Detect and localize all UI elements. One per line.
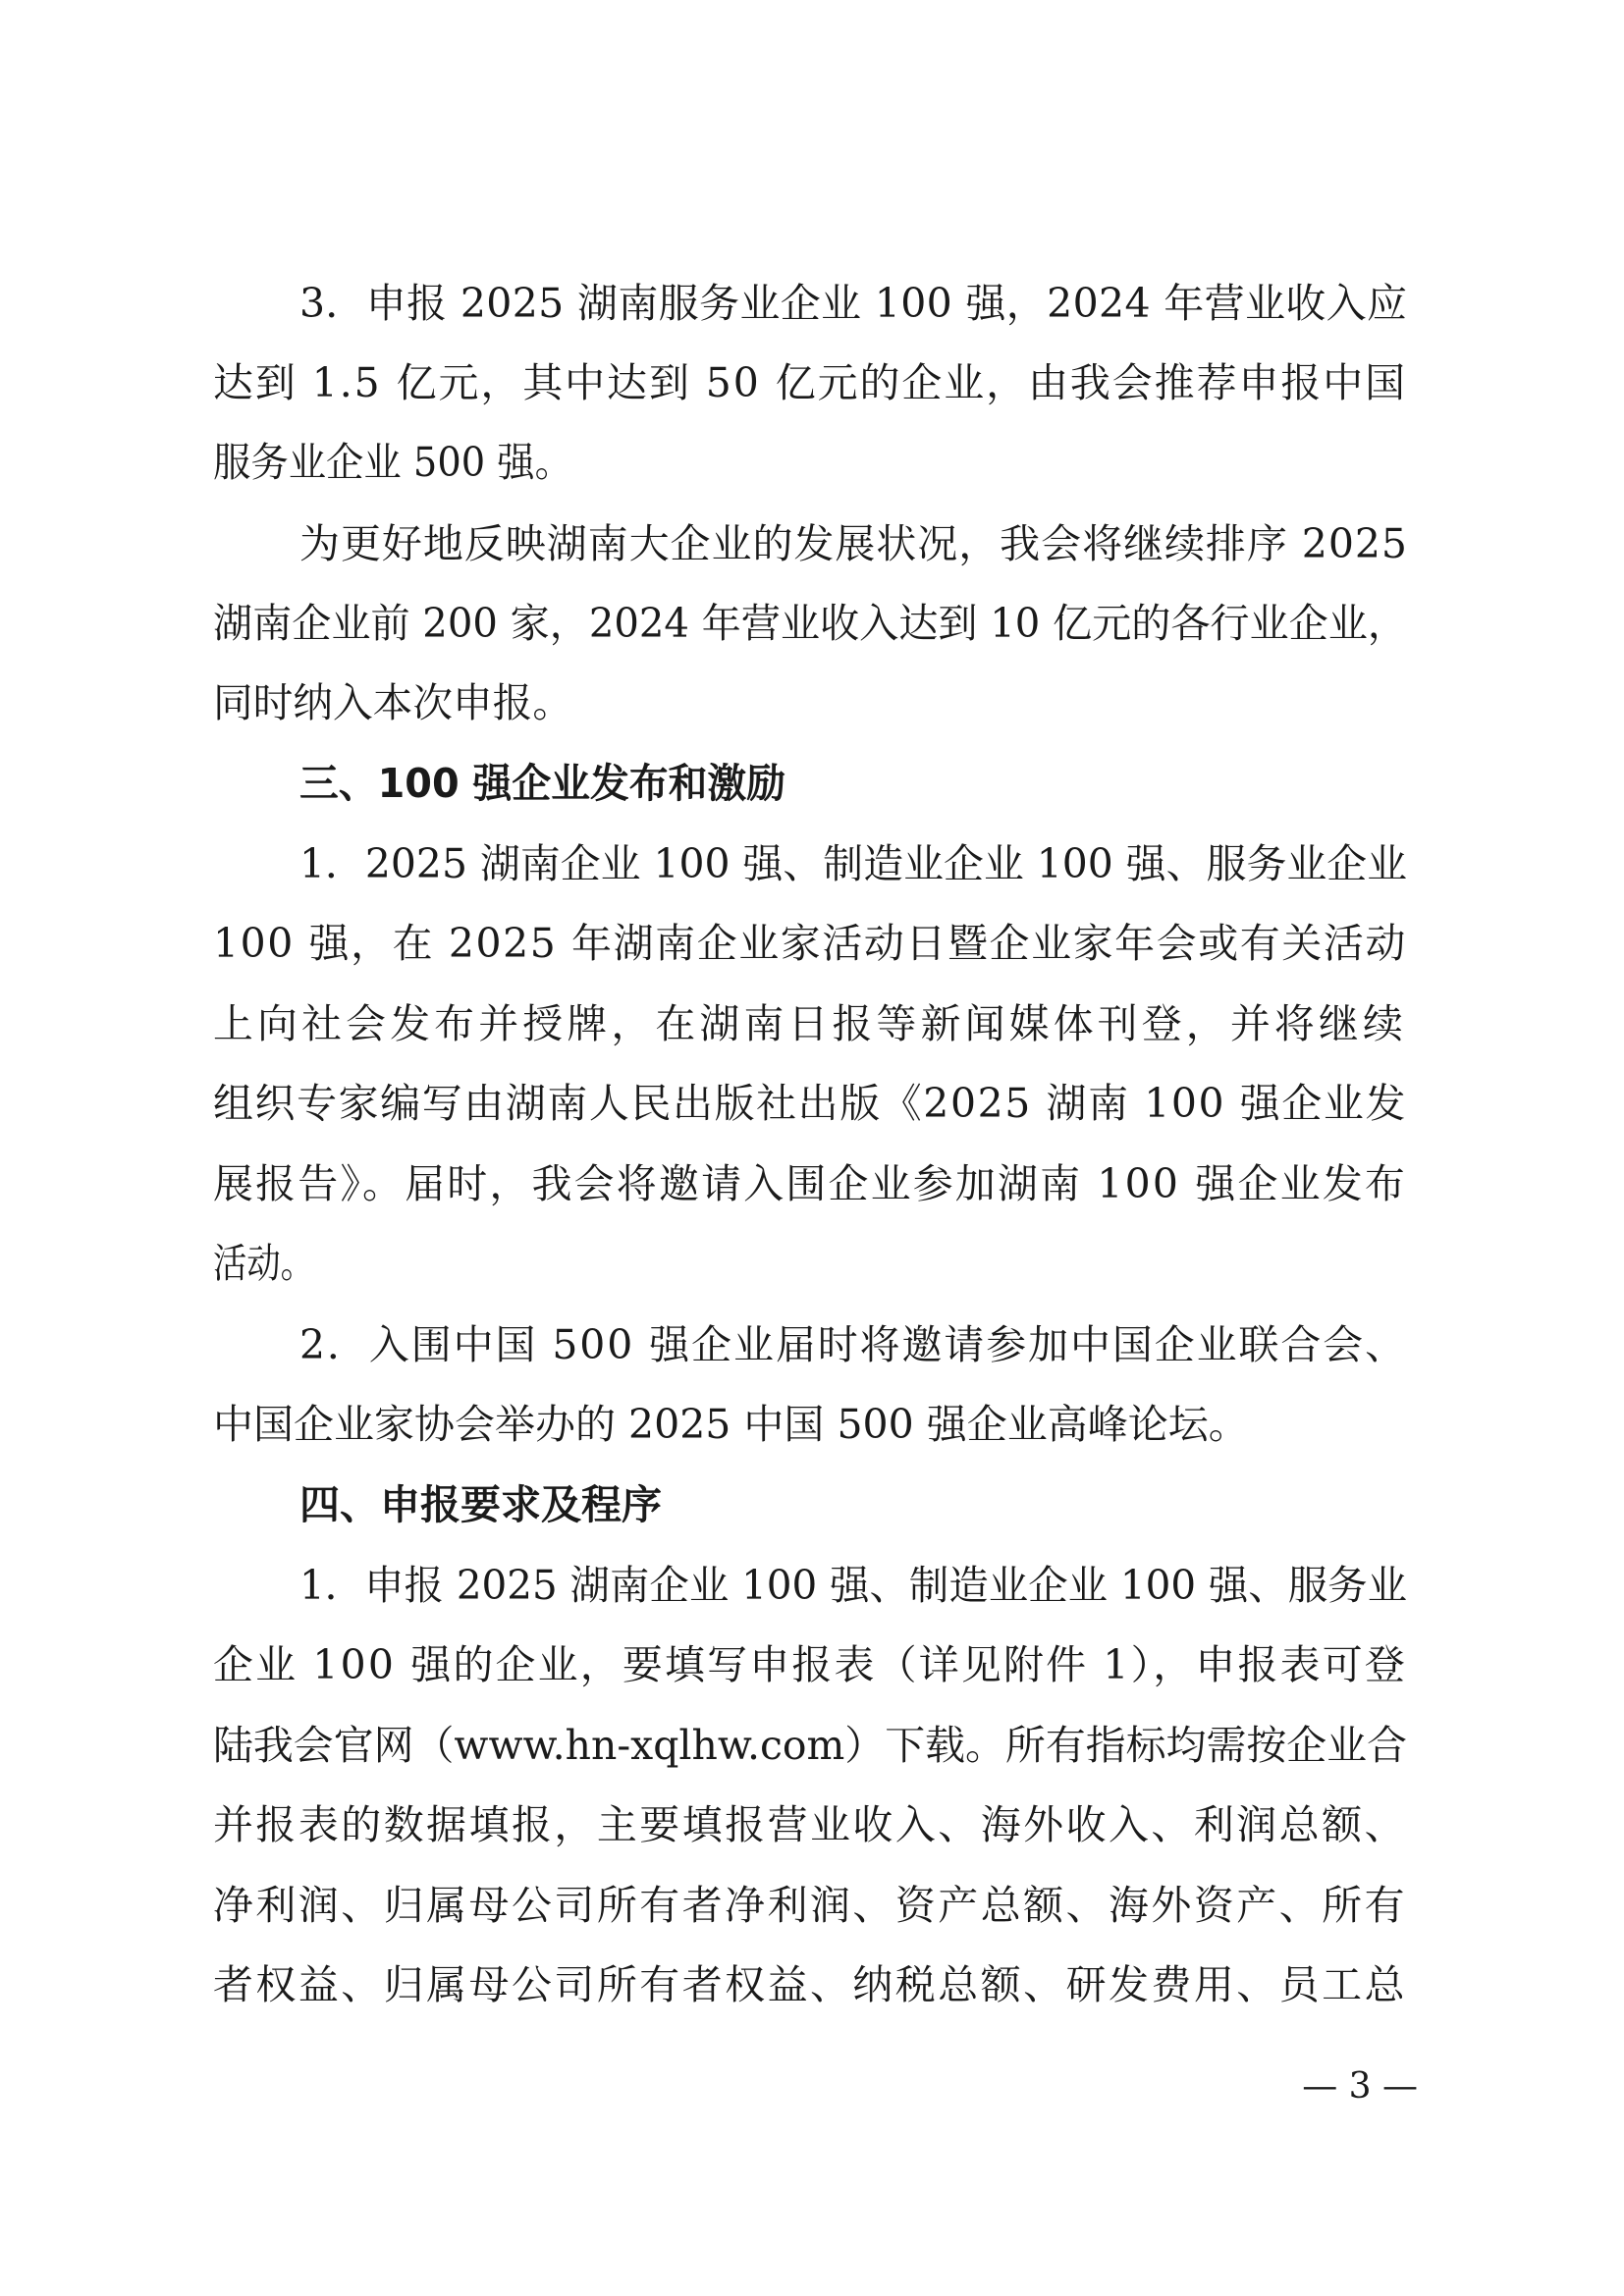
paragraph-line: 活动。 [213,1240,314,1287]
paragraph-line: 净利润、归属母公司所有者净利润、资产总额、海外资产、所有 [213,1882,1407,1929]
paragraph-line: 陆我会官网（www.hn-xqlhw.com）下载。所有指标均需按企业合 [213,1722,1407,1769]
paragraph-line: 上向社会发布并授牌，在湖南日报等新闻媒体刊登，并将继续 [213,1000,1407,1047]
paragraph-line: 同时纳入本次申报。 [213,679,572,726]
paragraph-line: 2．入围中国 500 强企业届时将邀请参加中国企业联合会、 [299,1321,1407,1368]
section-heading: 四、申报要求及程序 [299,1481,662,1528]
paragraph-line: 展报告》。届时，我会将邀请入围企业参加湖南 100 强企业发布 [213,1160,1407,1207]
paragraph-line: 1．申报 2025 湖南企业 100 强、制造业企业 100 强、服务业 [299,1562,1407,1609]
paragraph-line: 1．2025 湖南企业 100 强、制造业企业 100 强、服务业企业 [299,840,1407,887]
paragraph-line: 组织专家编写由湖南人民出版社出版《2025 湖南 100 强企业发 [213,1080,1407,1127]
paragraph-line: 者权益、归属母公司所有者权益、纳税总额、研发费用、员工总 [213,1961,1407,2008]
paragraph-line: 达到 1.5 亿元，其中达到 50 亿元的企业，由我会推荐申报中国 [213,359,1407,406]
paragraph-line: 为更好地反映湖南大企业的发展状况，我会将继续排序 2025 [299,520,1408,567]
paragraph-line: 湖南企业前 200 家，2024 年营业收入达到 10 亿元的各行业企业， [213,600,1407,647]
page-number: — 3 — [1302,2066,1418,2107]
section-heading: 三、100 强企业发布和激励 [299,760,785,807]
paragraph-line: 企业 100 强的企业，要填写申报表（详见附件 1），申报表可登 [213,1641,1407,1688]
paragraph-line: 中国企业家协会举办的 2025 中国 500 强企业高峰论坛。 [213,1401,1249,1448]
paragraph-line: 100 强，在 2025 年湖南企业家活动日暨企业家年会或有关活动 [213,920,1407,967]
paragraph-line: 并报表的数据填报，主要填报营业收入、海外收入、利润总额、 [213,1801,1407,1848]
paragraph-line: 3．申报 2025 湖南服务业企业 100 强，2024 年营业收入应 [299,280,1408,327]
paragraph-line: 服务业企业 500 强。 [213,439,572,486]
